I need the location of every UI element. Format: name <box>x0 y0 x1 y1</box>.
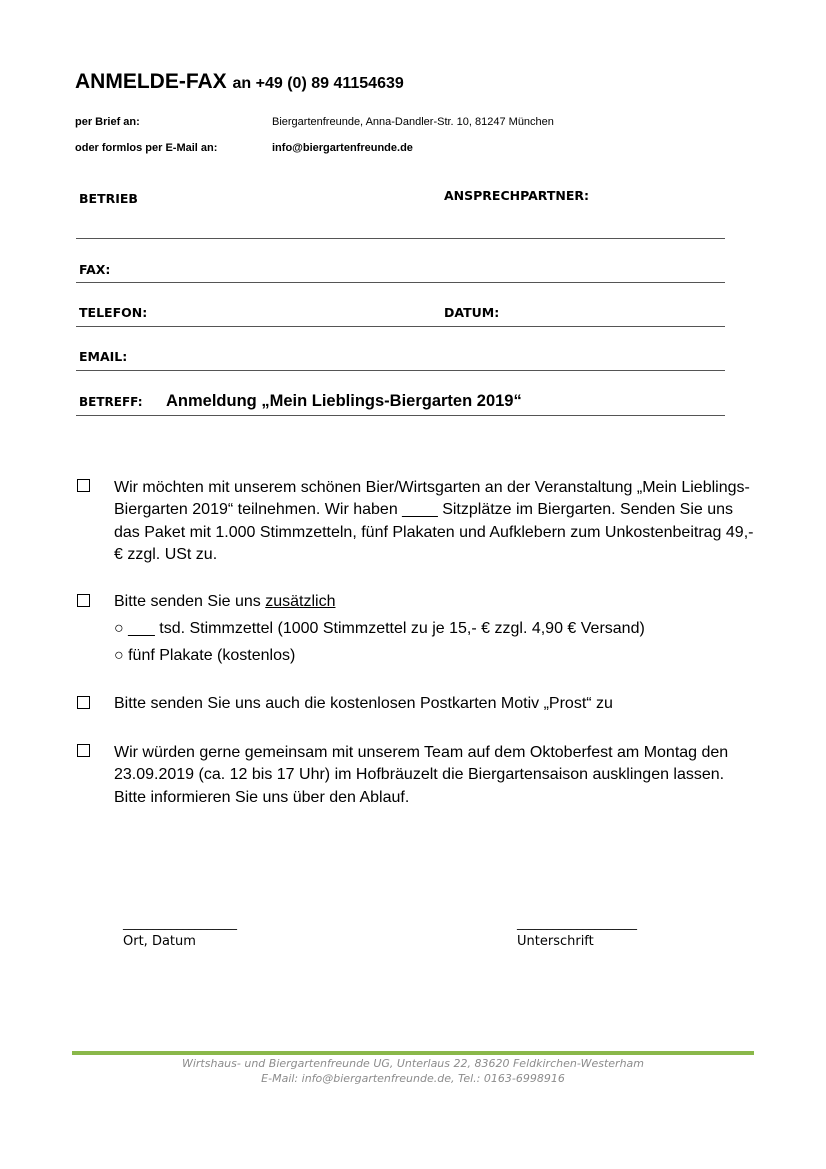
field-line-betreff <box>76 415 725 416</box>
signature-label-signature: Unterschrift <box>517 934 594 949</box>
email-label: oder formlos per E-Mail an: <box>75 142 218 154</box>
option-ballots-line[interactable]: ○ ___ tsd. Stimmzettel (1000 Stimmzettel zu je 15,- € zzgl. 4,90 € Versand) <box>114 620 645 637</box>
title-fax-number: an +49 (0) 89 41154639 <box>232 75 404 92</box>
field-label-email: EMAIL: <box>79 349 128 364</box>
subject-text: Anmeldung „Mein Lieblings-Biergarten 2019“ <box>166 392 522 410</box>
checkbox-postcards[interactable] <box>77 696 90 709</box>
signature-line-signature[interactable]: ____________________ <box>517 916 637 930</box>
option-additional-prefix: Bitte senden Sie uns <box>114 593 266 610</box>
option-additional-underlined: zusätzlich <box>265 593 336 610</box>
per-brief-address: Biergartenfreunde, Anna-Dandler-Str. 10, 81247 München <box>272 116 554 128</box>
checkbox-participation[interactable] <box>77 479 90 492</box>
field-label-telefon: TELEFON: <box>79 305 148 320</box>
email-address[interactable]: info@biergartenfreunde.de <box>272 142 413 154</box>
field-line-telefon[interactable] <box>76 326 725 327</box>
option-oktoberfest-text: Wir würden gerne gemeinsam mit unserem Team auf dem Oktoberfest am Montag den 23.09.2019 (ca. 12 bis 17 Uhr) im Hofbräuzelt die Biergartensaison ausklingen lassen. Bitte informieren Sie uns über den Ablauf. <box>114 744 729 806</box>
field-line-email[interactable] <box>76 370 725 371</box>
field-label-datum: DATUM: <box>444 305 500 320</box>
title-main: ANMELDE-FAX <box>75 70 227 93</box>
footer-company-line: Wirtshaus- und Biergartenfreunde UG, Unterlaus 22, 83620 Feldkirchen-Westerham <box>181 1057 645 1070</box>
field-label-ansprechpartner: ANSPRECHPARTNER: <box>444 188 590 203</box>
field-label-betrieb: BETRIEB <box>79 191 138 206</box>
field-line-fax[interactable] <box>76 282 725 283</box>
option-additional-text <box>114 593 335 611</box>
field-label-fax: FAX: <box>79 262 111 277</box>
page-title <box>75 70 404 94</box>
option-participation-text: Wir möchten mit unserem schönen Bier/Wirtsgarten an der Veranstaltung „Mein Lieblings-Biergarten 2019“ teilnehmen. Wir haben ____ Sitzplätze im Biergarten. Senden Sie uns das Paket mit 1.000 Stimmzetteln, fünf Plakaten und Aufklebern zum Unkostenbeitrag 49,- € zzgl. USt zu. <box>114 479 754 563</box>
footer-contact-line: E-Mail: info@biergartenfreunde.de, Tel.: 0163-6998916 <box>261 1072 565 1085</box>
field-line-betrieb[interactable] <box>76 238 725 239</box>
footer-divider <box>72 1051 754 1055</box>
field-label-betreff: BETREFF: <box>79 395 143 409</box>
signature-line-place-date[interactable]: ___________________ <box>123 916 237 930</box>
checkbox-oktoberfest[interactable] <box>77 744 90 757</box>
option-posters-line[interactable]: ○ fünf Plakate (kostenlos) <box>114 647 296 664</box>
checkbox-additional[interactable] <box>77 594 90 607</box>
signature-label-place-date: Ort, Datum <box>123 934 196 949</box>
option-postcards-text: Bitte senden Sie uns auch die kostenlosen Postkarten Motiv „Prost“ zu <box>114 695 613 712</box>
per-brief-label: per Brief an: <box>75 116 140 128</box>
